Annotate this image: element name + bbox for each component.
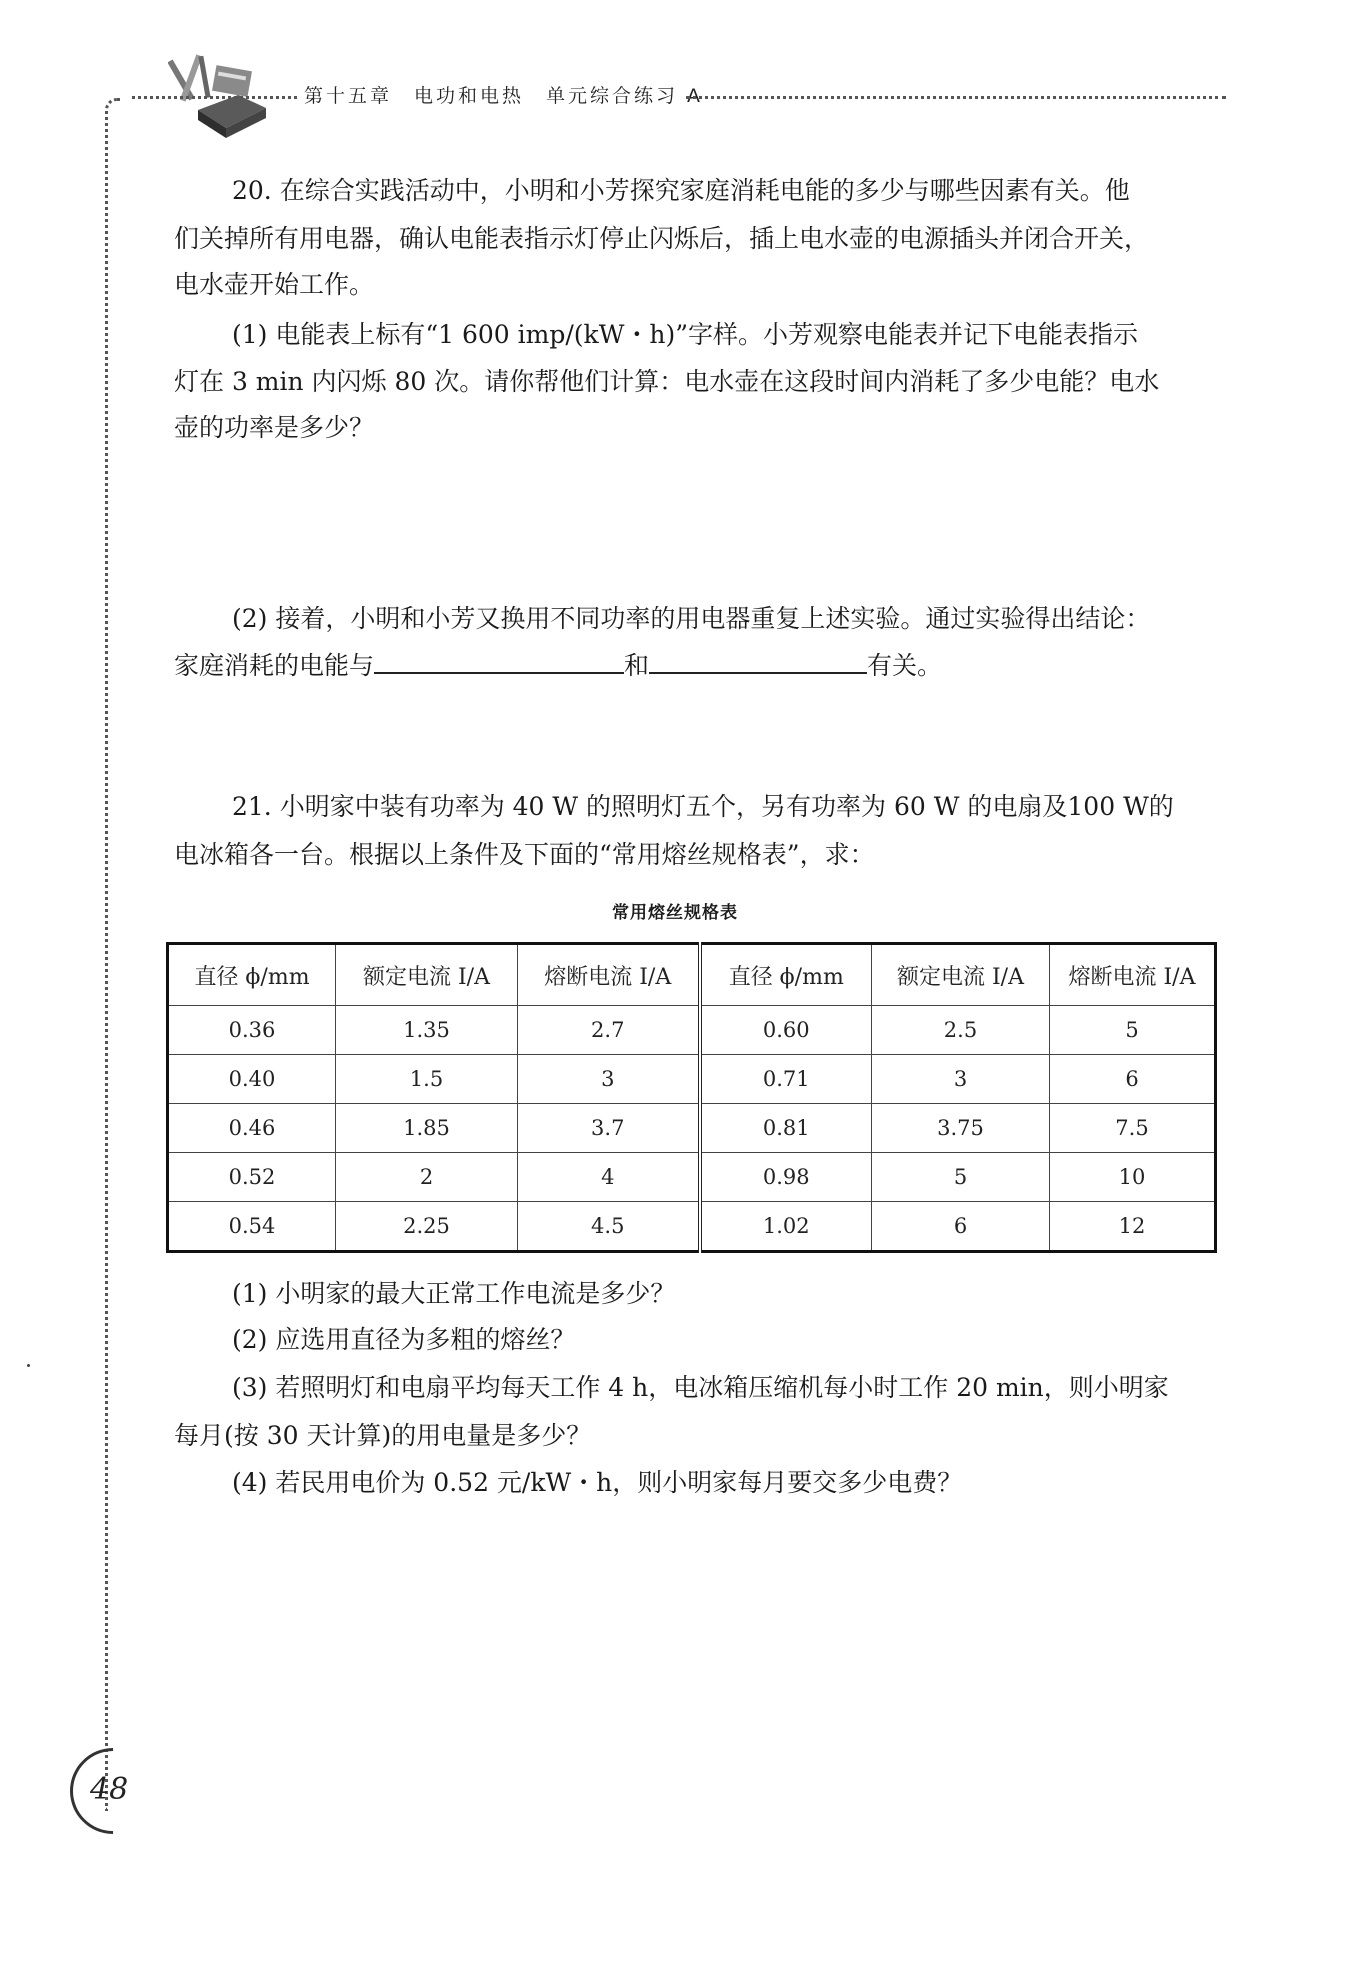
q21-sub-1: (1) 小明家的最大正常工作电流是多少？ — [232, 1279, 676, 1308]
table-cell: 0.71 — [700, 1055, 872, 1104]
table-row — [168, 1202, 1216, 1252]
table-cell: 2.7 — [518, 1006, 700, 1055]
table-cell: 0.54 — [168, 1202, 336, 1252]
table-cell: 10 — [1050, 1153, 1216, 1202]
table-cell: 0.60 — [700, 1006, 872, 1055]
table-cell: 1.85 — [336, 1104, 518, 1153]
table-cell: 1.5 — [336, 1055, 518, 1104]
answer-blank-1[interactable] — [374, 652, 624, 674]
table-cell: 4.5 — [518, 1202, 700, 1252]
table-title: 常用熔丝规格表 — [612, 903, 738, 923]
q21-line-2: 电冰箱各一台。根据以上条件及下面的“常用熔丝规格表”，求： — [174, 840, 875, 869]
col-header-fusing-current-1: 熔断电流 I/A — [518, 944, 700, 1006]
table-cell: 3 — [872, 1055, 1050, 1104]
q20-2-line-1: (2) 接着，小明和小芳又换用不同功率的用电器重复上述实验。通过实验得出结论： — [232, 604, 1151, 633]
table-cell: 0.36 — [168, 1006, 336, 1055]
q21-sub-2: (2) 应选用直径为多粗的熔丝？ — [232, 1325, 576, 1354]
header-title: 第十五章 电功和电热 单元综合练习 A — [304, 85, 704, 107]
q21-sub-3-line-2: 每月(按 30 天计算)的用电量是多少？ — [174, 1421, 592, 1450]
q20-line-2: 们关掉所有用电器，确认电能表指示灯停止闪烁后，插上电水壶的电源插头并闭合开关， — [174, 224, 1150, 253]
header-dotted-rule-left — [132, 96, 297, 99]
table-cell: 0.40 — [168, 1055, 336, 1104]
table-cell: 5 — [1050, 1006, 1216, 1055]
table-cell: 2 — [336, 1153, 518, 1202]
q20-2-middle: 和 — [624, 651, 650, 680]
col-header-diameter-2: 直径 ϕ/mm — [700, 944, 872, 1006]
q20-1-line-1: (1) 电能表上标有“1 600 imp/(kW・h)”字样。小芳观察电能表并记下电能表指示 — [232, 320, 1139, 349]
table-cell: 0.81 — [700, 1104, 872, 1153]
margin-speck — [27, 1364, 30, 1367]
table-cell: 1.35 — [336, 1006, 518, 1055]
table-cell: 0.46 — [168, 1104, 336, 1153]
table-cell: 2.25 — [336, 1202, 518, 1252]
page-number: 48 — [90, 1772, 129, 1807]
q20-2-prefix: 家庭消耗的电能与 — [174, 651, 375, 680]
q20-2-line-2 — [174, 651, 942, 681]
table-row — [168, 1055, 1216, 1104]
table-cell: 6 — [872, 1202, 1050, 1252]
col-header-diameter-1: 直径 ϕ/mm — [168, 944, 336, 1006]
table-row — [168, 1104, 1216, 1153]
left-margin-rail — [105, 98, 120, 1811]
table-cell: 12 — [1050, 1202, 1216, 1252]
table-cell: 6 — [1050, 1055, 1216, 1104]
table-cell: 1.02 — [700, 1202, 872, 1252]
table-cell: 3 — [518, 1055, 700, 1104]
col-header-fusing-current-2: 熔断电流 I/A — [1050, 944, 1216, 1006]
q20-line-1: 20. 在综合实践活动中，小明和小芳探究家庭消耗电能的多少与哪些因素有关。他 — [232, 176, 1130, 205]
answer-blank-2[interactable] — [649, 652, 867, 674]
table-cell: 0.52 — [168, 1153, 336, 1202]
q21-sub-3-line-1: (3) 若照明灯和电扇平均每天工作 4 h，电冰箱压缩机每小时工作 20 min，则小明家 — [232, 1373, 1169, 1402]
table-cell: 7.5 — [1050, 1104, 1216, 1153]
header-dotted-rule-right — [686, 96, 1226, 99]
table-header-row — [168, 944, 1216, 1006]
table-cell: 2.5 — [872, 1006, 1050, 1055]
table-cell: 3.7 — [518, 1104, 700, 1153]
table-cell: 3.75 — [872, 1104, 1050, 1153]
q21-sub-4: (4) 若民用电价为 0.52 元/kW・h，则小明家每月要交多少电费？ — [232, 1468, 963, 1497]
q20-1-line-3: 壶的功率是多少？ — [174, 413, 375, 442]
col-header-rated-current-1: 额定电流 I/A — [336, 944, 518, 1006]
table-cell: 5 — [872, 1153, 1050, 1202]
q21-line-1: 21. 小明家中装有功率为 40 W 的照明灯五个，另有功率为 60 W 的电扇及100 W的 — [232, 792, 1174, 821]
fuse-spec-table — [166, 942, 1217, 1253]
col-header-rated-current-2: 额定电流 I/A — [872, 944, 1050, 1006]
q20-1-line-2: 灯在 3 min 内闪烁 80 次。请你帮他们计算：电水壶在这段时间内消耗了多少电能？电水 — [174, 367, 1160, 396]
table-cell: 0.98 — [700, 1153, 872, 1202]
table-row — [168, 1153, 1216, 1202]
table-row — [168, 1006, 1216, 1055]
q20-2-suffix: 有关。 — [867, 651, 943, 680]
table-cell: 4 — [518, 1153, 700, 1202]
q20-line-3: 电水壶开始工作。 — [174, 270, 375, 299]
